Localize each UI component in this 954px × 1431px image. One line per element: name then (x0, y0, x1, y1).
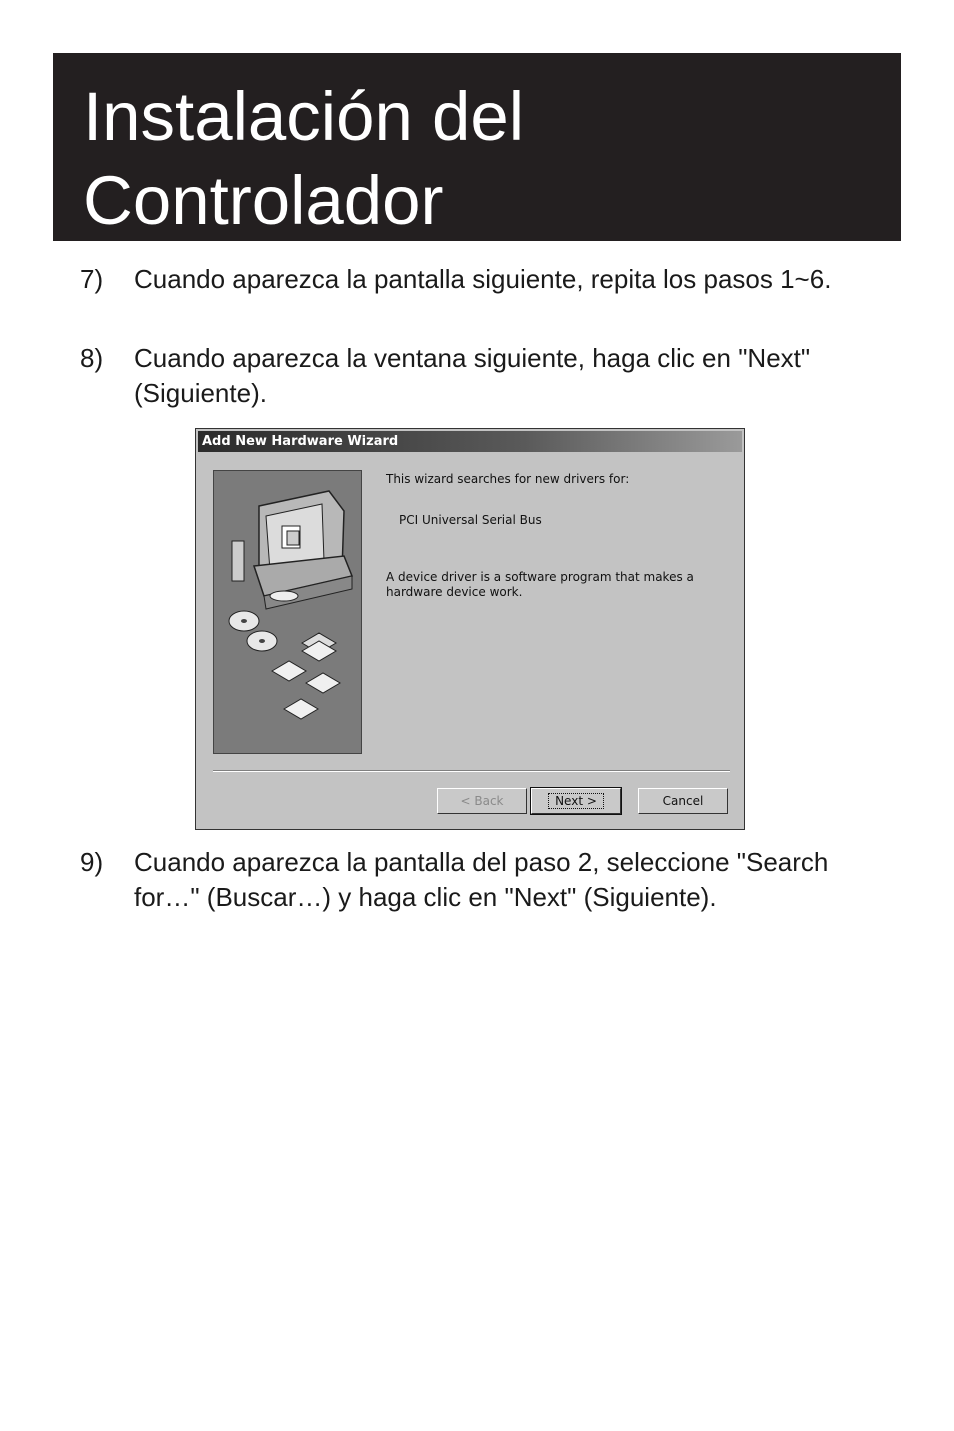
step-text: Cuando aparezca la pantalla siguiente, repita los pasos 1~6. (134, 264, 832, 294)
step-number: 8) (80, 343, 104, 373)
computer-cd-icon (214, 471, 361, 753)
step-number: 9) (80, 847, 104, 877)
device-name: PCI Universal Serial Bus (399, 513, 542, 527)
dialog-titlebar: Add New Hardware Wizard (198, 431, 742, 452)
step-text: Cuando aparezca la ventana siguiente, haga clic en "Next" (Siguiente). (134, 343, 811, 408)
wizard-dialog-screenshot (195, 428, 745, 830)
cancel-button[interactable]: Cancel (638, 788, 728, 814)
back-button[interactable]: < Back (437, 788, 527, 814)
next-button[interactable] (531, 788, 621, 814)
step-7 (80, 262, 860, 297)
title-line-1: Instalación del (83, 78, 525, 155)
step-text: Cuando aparezca la pantalla del paso 2, seleccione "Search for…" (Buscar…) y haga clic en "Next" (Siguiente). (134, 847, 829, 912)
page-header (53, 53, 901, 241)
page-title (83, 75, 883, 243)
step-number: 7) (80, 264, 104, 294)
dialog-divider (213, 770, 730, 772)
step-9 (80, 845, 860, 915)
step-8 (80, 341, 860, 411)
next-button-label: Next > (548, 793, 604, 809)
title-line-2: Controlador (83, 162, 444, 239)
wizard-illustration (213, 470, 362, 754)
driver-description: A device driver is a software program that makes a hardware device work. (386, 570, 694, 599)
wizard-intro-text: This wizard searches for new drivers for: (386, 472, 630, 486)
